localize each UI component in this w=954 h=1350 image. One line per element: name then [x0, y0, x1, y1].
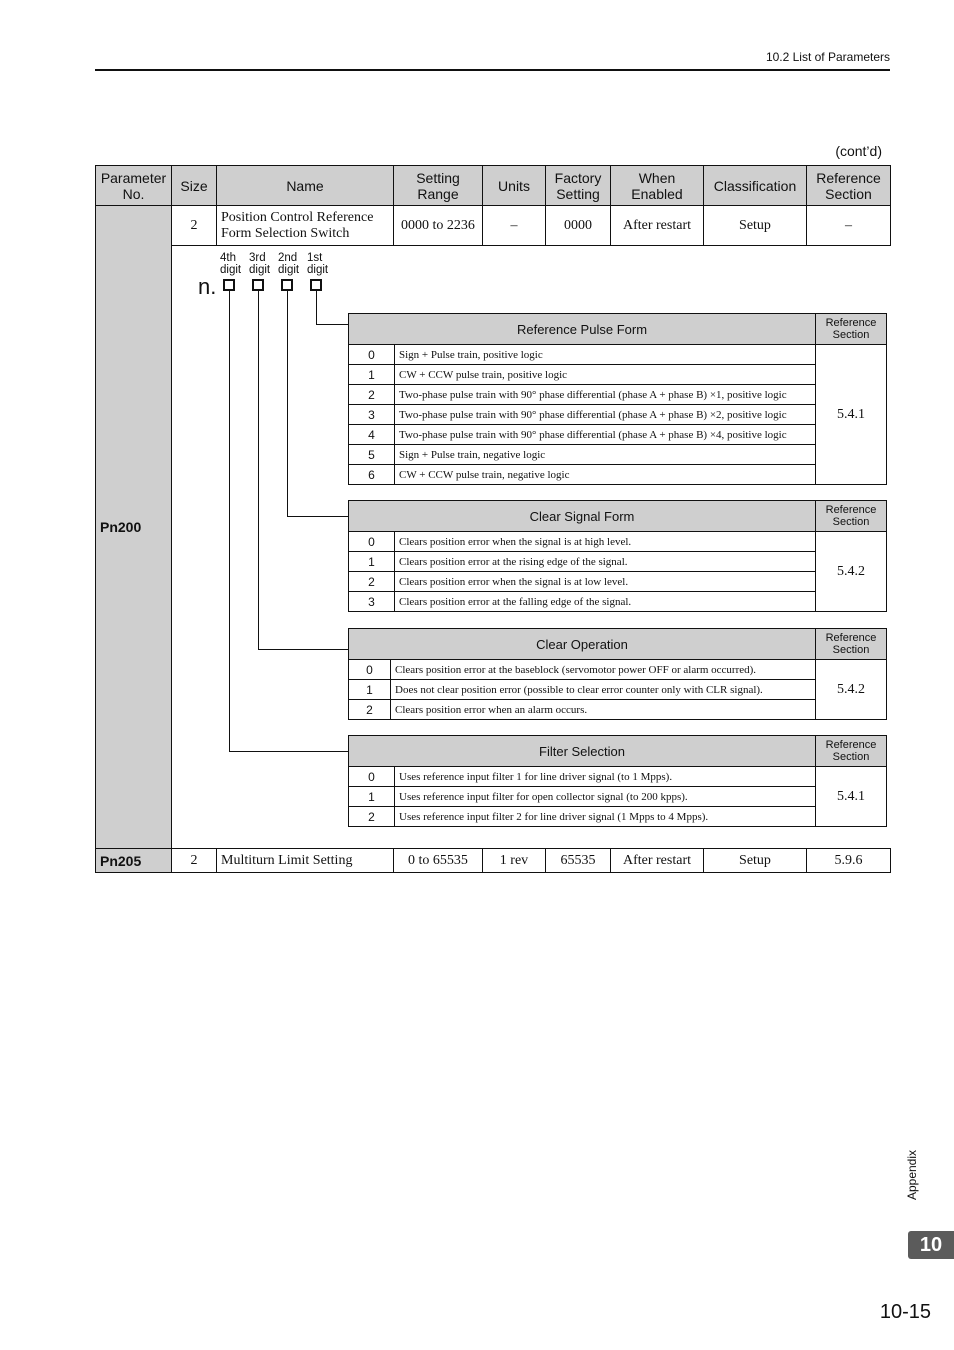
digit-label: 1st digit [307, 252, 329, 276]
page-number: 10-15 [879, 1301, 931, 1323]
appendix-side-label [907, 1140, 921, 1210]
subtable-reference-pulse-form [348, 313, 887, 485]
subtable-title: Reference Pulse Form [349, 314, 816, 345]
subtable-ref-header: Reference Section [816, 501, 887, 532]
subtable-clear-signal-form [348, 500, 887, 612]
continued-label: (cont’d) [835, 143, 882, 159]
subtable-ref-header: Reference Section [816, 629, 887, 660]
digit-box-3rd [252, 279, 264, 291]
subtable-ref-header: Reference Section [816, 736, 887, 767]
col-header: Reference Section [807, 166, 891, 206]
param-name: Multiturn Limit Setting [217, 849, 394, 873]
subtable-title: Clear Operation [349, 629, 816, 660]
option-code: 5 [349, 445, 395, 465]
param-classification: Setup [704, 849, 807, 873]
digit-box-2nd [281, 279, 293, 291]
option-desc: Clears position error at the rising edge of the signal. [395, 552, 816, 572]
col-header: Units [483, 166, 546, 206]
param-factory: 0000 [546, 206, 611, 246]
option-code: 2 [349, 700, 391, 720]
subtable-filter-selection [348, 735, 887, 827]
parameter-table [95, 165, 891, 873]
option-desc: Clears position error when the signal is at low level. [395, 572, 816, 592]
digit-detail [172, 246, 891, 849]
param-units: 1 rev [483, 849, 546, 873]
option-code: 3 [349, 405, 395, 425]
subtable-ref: 5.4.2 [816, 532, 887, 612]
digit-label: 2nd digit [278, 252, 300, 276]
param-range: 0 to 65535 [394, 849, 483, 873]
option-code: 4 [349, 425, 395, 445]
option-desc: Clears position error at the baseblock (servomotor power OFF or alarm occurred). [391, 660, 816, 680]
running-header: 10.2 List of Parameters [765, 50, 890, 64]
param-number: Pn205 [96, 849, 172, 873]
subtable-ref-header: Reference Section [816, 314, 887, 345]
option-desc: Uses reference input filter for open collector signal (to 200 kpps). [395, 787, 816, 807]
option-desc: CW + CCW pulse train, negative logic [395, 465, 816, 485]
option-code: 1 [349, 680, 391, 700]
subtable-title: Filter Selection [349, 736, 816, 767]
option-code: 1 [349, 365, 395, 385]
param-reference: 5.9.6 [807, 849, 891, 873]
connector-2nd [287, 291, 288, 517]
detail-row [96, 246, 891, 849]
digit-label: 3rd digit [249, 252, 271, 276]
table-row [96, 206, 891, 246]
subtable-title: Clear Signal Form [349, 501, 816, 532]
option-desc: Does not clear position error (possible to clear error counter only with CLR signal). [391, 680, 816, 700]
option-code: 0 [349, 660, 391, 680]
option-code: 1 [349, 552, 395, 572]
param-number: Pn200 [96, 206, 172, 849]
option-desc: CW + CCW pulse train, positive logic [395, 365, 816, 385]
digit-box-4th [223, 279, 235, 291]
header-rule [95, 69, 890, 71]
connector-3rd-h [258, 649, 348, 650]
option-desc: Sign + Pulse train, negative logic [395, 445, 816, 465]
option-code: 3 [349, 592, 395, 612]
connector-1st [316, 291, 317, 325]
param-enabled: After restart [611, 849, 704, 873]
connector-3rd [258, 291, 259, 650]
col-header: Name [217, 166, 394, 206]
option-code: 2 [349, 807, 395, 827]
param-range: 0000 to 2236 [394, 206, 483, 246]
option-desc: Sign + Pulse train, positive logic [395, 345, 816, 365]
param-name: Position Control Reference Form Selection Switch [217, 206, 394, 246]
connector-2nd-h [287, 516, 348, 517]
option-code: 2 [349, 385, 395, 405]
col-header: Size [172, 166, 217, 206]
option-desc: Uses reference input filter 2 for line driver signal (1 Mpps to 4 Mpps). [395, 807, 816, 827]
subtable-clear-operation [348, 628, 887, 720]
option-desc: Two-phase pulse train with 90° phase differential (phase A + phase B) ×4, positive logic [395, 425, 816, 445]
digit-label: 4th digit [220, 252, 242, 276]
col-header: Factory Setting [546, 166, 611, 206]
param-classification: Setup [704, 206, 807, 246]
connector-4th-h [229, 751, 348, 752]
param-factory: 65535 [546, 849, 611, 873]
param-reference: – [807, 206, 891, 246]
option-code: 6 [349, 465, 395, 485]
option-code: 0 [349, 532, 395, 552]
table-row [96, 849, 891, 873]
table-header-row [96, 166, 891, 206]
subtable-ref: 5.4.1 [816, 345, 887, 485]
subtable-ref: 5.4.2 [816, 660, 887, 720]
param-units: – [483, 206, 546, 246]
chapter-badge: 10 [908, 1231, 954, 1259]
subtable-ref: 5.4.1 [816, 767, 887, 827]
option-desc: Clears position error at the falling edge of the signal. [395, 592, 816, 612]
option-desc: Clears position error when the signal is at high level. [395, 532, 816, 552]
param-size: 2 [172, 849, 217, 873]
param-size: 2 [172, 206, 217, 246]
col-header: Parameter No. [96, 166, 172, 206]
appendix-text: Appendix [905, 1149, 920, 1201]
option-code: 1 [349, 787, 395, 807]
col-header: Classification [704, 166, 807, 206]
col-header: Setting Range [394, 166, 483, 206]
option-code: 0 [349, 345, 395, 365]
option-code: 2 [349, 572, 395, 592]
col-header: When Enabled [611, 166, 704, 206]
option-desc: Clears position error when an alarm occurs. [391, 700, 816, 720]
option-desc: Two-phase pulse train with 90° phase differential (phase A + phase B) ×1, positive logic [395, 385, 816, 405]
param-enabled: After restart [611, 206, 704, 246]
option-desc: Two-phase pulse train with 90° phase differential (phase A + phase B) ×2, positive logic [395, 405, 816, 425]
digit-prefix: n. [198, 274, 217, 299]
connector-1st-h [316, 324, 348, 325]
option-code: 0 [349, 767, 395, 787]
connector-4th [229, 291, 230, 752]
option-desc: Uses reference input filter 1 for line driver signal (to 1 Mpps). [395, 767, 816, 787]
digit-box-1st [310, 279, 322, 291]
